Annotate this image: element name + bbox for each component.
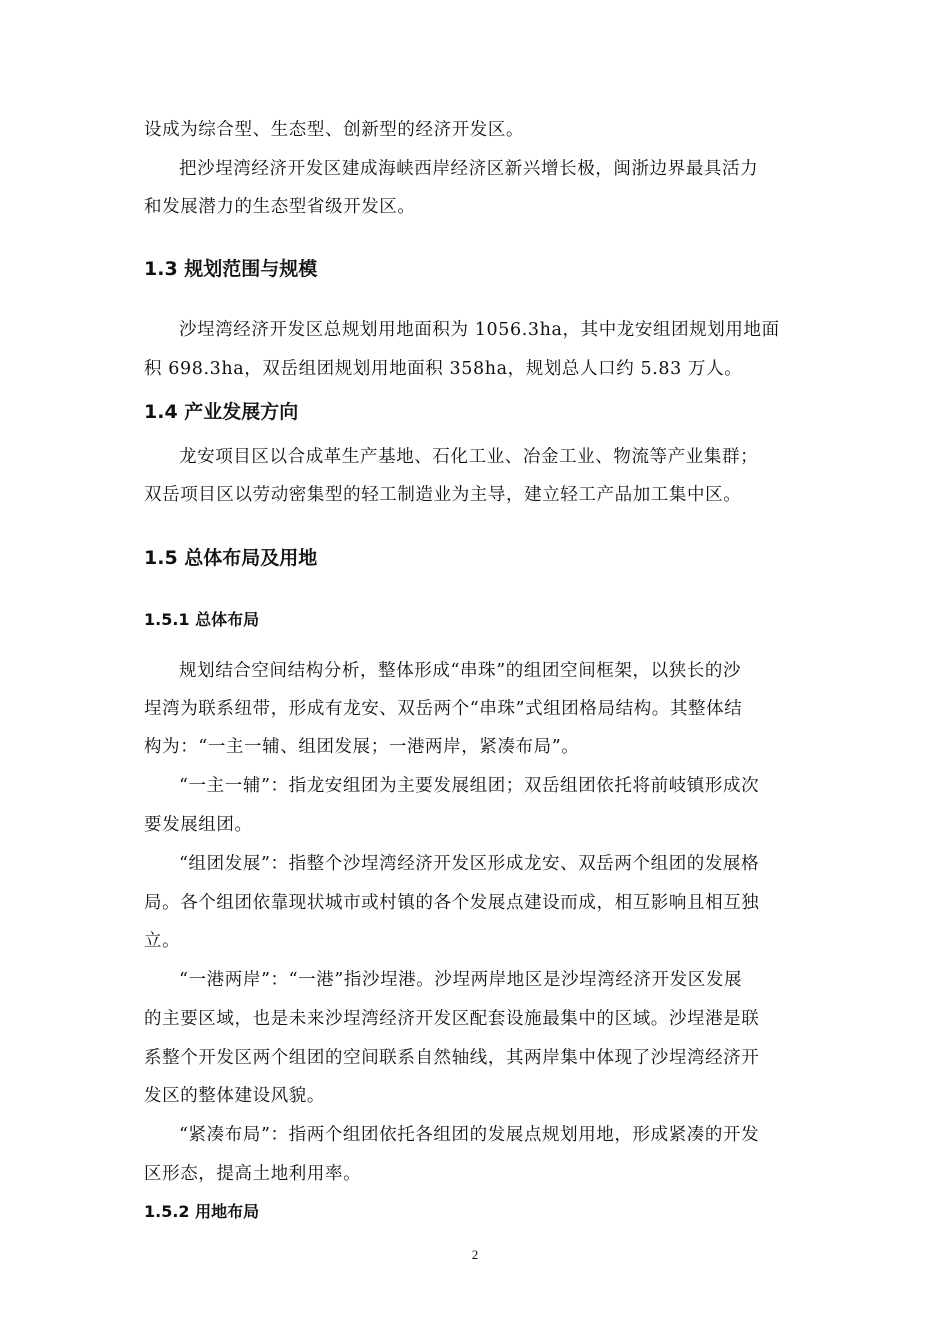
paragraph-line: 系整个开发区两个组团的空间联系自然轴线，其两岸集中体现了沙埕湾经济开 <box>144 1048 760 1068</box>
paragraph-line: “一港两岸”：“一港”指沙埕港。沙埕两岸地区是沙埕湾经济开发区发展 <box>179 970 743 990</box>
paragraph-line: 发区的整体建设风貌。 <box>144 1086 325 1106</box>
paragraph-line: “紧凑布局”：指两个组团依托各组团的发展点规划用地，形成紧凑的开发 <box>179 1125 760 1145</box>
paragraph-line: 双岳项目区以劳动密集型的轻工制造业为主导，建立轻工产品加工集中区。 <box>144 485 742 505</box>
paragraph-line: 区形态，提高土地利用率。 <box>144 1164 362 1184</box>
paragraph-line: 立。 <box>144 931 181 951</box>
paragraph-line: 设成为综合型、生态型、创新型的经济开发区。 <box>144 120 525 140</box>
paragraph-line: “组团发展”：指整个沙埕湾经济开发区形成龙安、双岳两个组团的发展格 <box>179 854 760 874</box>
paragraph-line: 龙安项目区以合成革生产基地、石化工业、冶金工业、物流等产业集群； <box>179 447 759 467</box>
section-heading: 1.4 产业发展方向 <box>144 401 299 423</box>
page-number: 2 <box>471 1247 479 1262</box>
paragraph-line: 埕湾为联系纽带，形成有龙安、双岳两个“串珠”式组团格局结构。其整体结 <box>144 699 743 719</box>
subsection-heading: 1.5.2 用地布局 <box>144 1202 260 1221</box>
section-heading: 1.3 规划范围与规模 <box>144 258 318 280</box>
paragraph-line: 的主要区域，也是未来沙埕湾经济开发区配套设施最集中的区域。沙埕港是联 <box>144 1009 760 1029</box>
paragraph-line: 要发展组团。 <box>144 815 253 835</box>
paragraph-line: 局。各个组团依靠现状城市或村镇的各个发展点建设而成，相互影响且相互独 <box>144 893 760 913</box>
paragraph-line: 把沙埕湾经济开发区建成海峡西岸经济区新兴增长极，闽浙边界最具活力 <box>179 159 759 179</box>
paragraph-line: 沙埕湾经济开发区总规划用地面积为 1056.3ha，其中龙安组团规划用地面 <box>179 320 780 340</box>
paragraph-line: 积 698.3ha，双岳组团规划用地面积 358ha，规划总人口约 5.83 万人。 <box>144 359 743 379</box>
section-heading: 1.5 总体布局及用地 <box>144 547 318 569</box>
subsection-heading: 1.5.1 总体布局 <box>144 610 260 629</box>
paragraph-line: “一主一辅”：指龙安组团为主要发展组团；双岳组团依托将前岐镇形成次 <box>179 776 760 796</box>
paragraph-line: 规划结合空间结构分析，整体形成“串珠”的组团空间框架，以狭长的沙 <box>179 661 742 681</box>
paragraph-line: 和发展潜力的生态型省级开发区。 <box>144 197 416 217</box>
paragraph-line: 构为：“一主一辅、组团发展；一港两岸，紧凑布局”。 <box>144 737 580 757</box>
